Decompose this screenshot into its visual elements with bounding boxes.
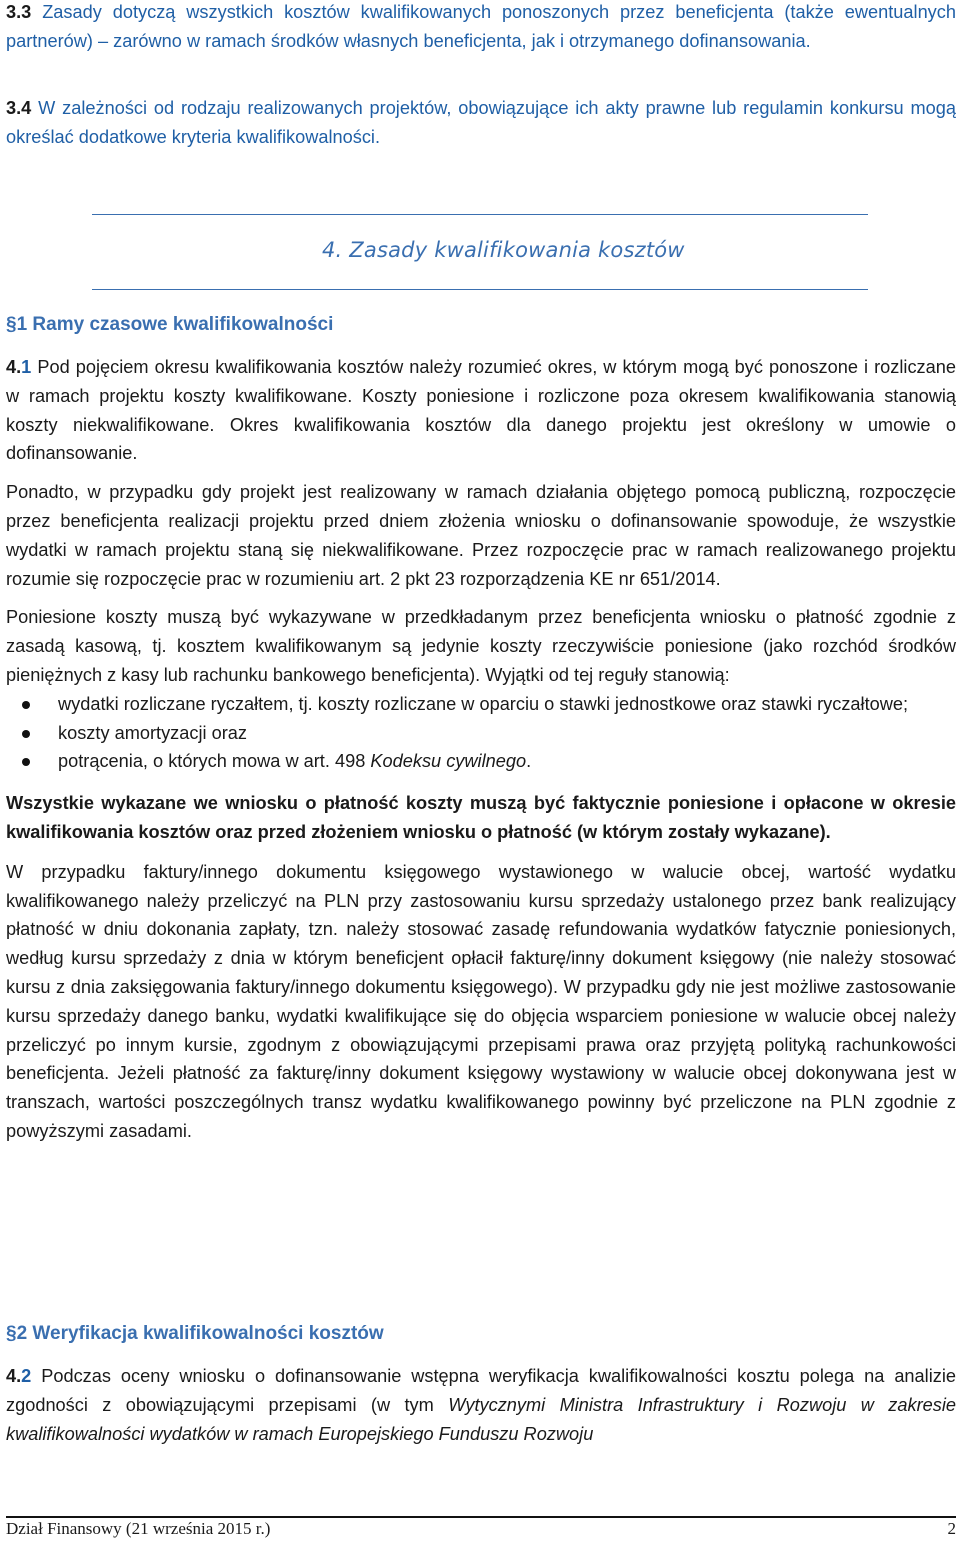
- paragraph-4-1: [6, 353, 956, 468]
- page-footer: [6, 1519, 956, 1539]
- footer-rule: [6, 1516, 956, 1518]
- paragraph-text-italic: Wytycznymi Ministra Infrastruktury i Rozwoju w zakresie kwalifikowalności wydatków w ramach Europejskiego Funduszu Rozwoju: [6, 1394, 956, 1444]
- paragraph-number: 3.3: [6, 2, 32, 22]
- chapter-title: 4. Zasady kwalifikowania kosztów: [322, 238, 685, 262]
- list-item-text-post: .: [526, 751, 532, 772]
- paragraph-ponadto: Ponadto, w przypadku gdy projekt jest realizowany w ramach działania objętego pomocą publiczną, rozpoczęcie przez beneficjenta realizacji projektu przed dniem złożenia wniosku o dofinansowanie spowoduje, że wszystkie wydatki w ramach projektu staną się niekwalifikowane. Przez rozpoczęcie prac w ramach realizowanego projektu rozumie się rozpoczęcie prac w rozumieniu art. 2 pkt 23 rozporządzenia KE nr 651/2014.: [6, 482, 956, 589]
- section-1-body: [6, 353, 956, 1146]
- paragraph-bold-requirement: Wszystkie wykazane we wniosku o płatność koszty muszą być faktycznie poniesione i opłacone w okresie kwalifikowania kosztów oraz przed złożeniem wniosku o płatność (w którym zostały wykazane).: [6, 793, 956, 842]
- paragraph-text: W zależności od rodzaju realizowanych projektów, obowiązujące ich akty prawne lub regulamin konkursu mogą określać dodatkowe kryteria kwalifikowalności.: [6, 98, 956, 147]
- paragraph-4-2: [6, 1362, 956, 1448]
- list-item-text-pre: potrącenia, o których mowa w art. 498: [58, 751, 371, 772]
- list-item-text: wydatki rozliczane ryczałtem, tj. koszty rozliczane w oparciu o stawki jednostkowe oraz stawki ryczałtowe;: [58, 693, 909, 714]
- paragraph-text: Pod pojęciem okresu kwalifikowania kosztów należy rozumieć okres, w którym mogą być ponoszone i rozliczane w ramach projektu koszty kwalifikowane. Koszty poniesione i rozliczone poza okresem kwalifikowania stanowią koszty niekwalifikowane. Okres kwalifikowania kosztów dla danego projektu jest określony w umowie o dofinansowanie.: [6, 357, 956, 464]
- paragraph-number-b: 4: [21, 98, 32, 118]
- section-heading-2: §2 Weryfikacja kwalifikowalności kosztów: [6, 1323, 384, 1344]
- paragraph-poniesione: Poniesione koszty muszą być wykazywane w przedkładanym przez beneficjenta wniosku o płatność zgodnie z zasadą kasową, tj. kosztem kwalifikowanym są jedynie koszty rzeczywiście poniesione (jako rozchód środków pieniężnych z kasy lub rachunku bankowego beneficjenta). Wyjątki od tej reguły stanowią:: [6, 607, 956, 685]
- paragraph-waluta: W przypadku faktury/innego dokumentu księgowego wystawionego w walucie obcej, wartość wydatku kwalifikowanego należy przeliczyć na PLN przy zastosowaniu kursu sprzedaży ustalonego przez bank realizujący płatność w dniu dokonania zapłaty, tzn. należy stosować zasadę refundowania wydatków fatycznie poniesionych, według kursu sprzedaży z dnia w którym beneficjent opłacił fakturę/inny dokument księgowy (nie należy stosować kursu z dnia zaksięgowania faktury/innego dokumentu księgowego). W przypadku gdy nie jest możliwe zastosowanie kursu sprzedaży danego banku, wydatki kwalifikujące się do objęcia wsparciem poniesione w walucie obcej należy przeliczyć po innym kursie, zgodnym z obowiązującymi przepisami prawa oraz przyjętą polityką rachunkowości beneficjenta. Jeżeli płatność za fakturę/inny dokument księgowy wystawiony w walucie obcej dokonywana jest w transzach, wartości poszczególnych transz wydatku kwalifikowanego powinny być przeliczone na PLN zgodnie z powyższymi zasadami.: [6, 861, 956, 1141]
- paragraph-text: Zasady dotyczą wszystkich kosztów kwalifikowanych ponoszonych przez beneficjenta (także ewentualnych partnerów) – zarówno w ramach środków własnych beneficjenta, jak i otrzymanego dofinansowania.: [6, 2, 956, 51]
- list-item: [6, 719, 956, 748]
- list-item: [6, 747, 956, 776]
- paragraph-3-3: [6, 0, 956, 56]
- page-number: 2: [947, 1519, 956, 1538]
- paragraph-number-b: 2: [21, 1366, 32, 1386]
- bullet-icon: [22, 701, 30, 709]
- chapter-rule-bottom: [92, 289, 868, 290]
- footer-department: Dział Finansowy (21 września 2015 r.): [6, 1519, 271, 1538]
- paragraph-number-b: 1: [21, 357, 32, 377]
- paragraph-number-a: 4.: [6, 357, 22, 377]
- paragraph-number-a: 3.: [6, 98, 22, 118]
- paragraph-text: Podczas oceny wniosku o dofinansowanie wstępna weryfikacja kwalifikowalności kosztu polega na analizie zgodności z obowiązującymi przepisami (w tym: [6, 1366, 956, 1415]
- list-item-text-italic: Kodeksu cywilnego: [370, 751, 527, 772]
- list-item-text: koszty amortyzacji oraz: [58, 722, 247, 743]
- chapter-rule-top: [92, 214, 868, 215]
- list-item: [6, 690, 956, 719]
- paragraph-number-a: 4.: [6, 1366, 22, 1386]
- bullet-icon: [22, 758, 30, 766]
- paragraph-3-4: [6, 94, 956, 152]
- section-heading-1: §1 Ramy czasowe kwalifikowalności: [6, 314, 334, 335]
- bullet-icon: [22, 730, 30, 738]
- exceptions-list: [6, 690, 956, 776]
